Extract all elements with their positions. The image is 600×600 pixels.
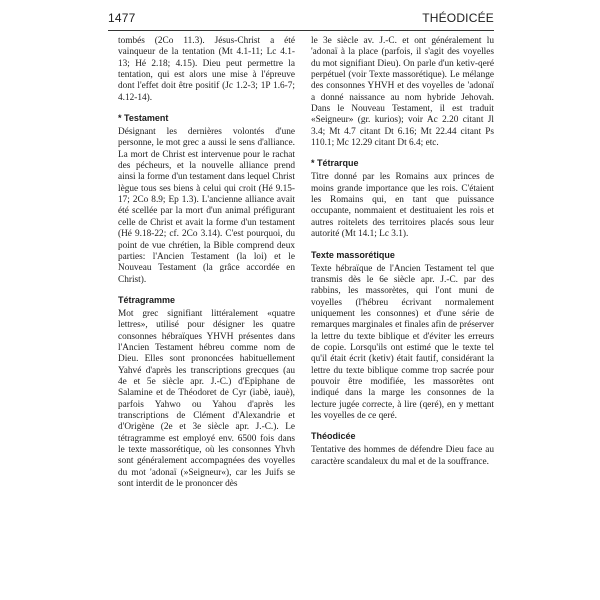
entry-heading-tetragramme: Tétragramme [118, 294, 176, 305]
running-title: THÉODICÉE [422, 11, 494, 25]
entry-heading-tetrarque: * Tétrarque [311, 158, 359, 169]
entry-text-testament: Désignant les dernières volontés d'une personne, le mot grec a aussi le sens d'alliance. La mort de Christ est intervenue pour le rachat des pécheurs, et la nouvelle alliance prend ainsi la forme d'un testament dans lequel Christ lègue tous ses biens à celui qui croit (Hé 9.15-17; 2Co 8.9; Ep 1.3). L'ancienne alliance avait été scellée par la mort d'un animal préfigurant celle de Christ et avait la forme d'un testament (Hé 9.18-22; cf. 2Co 3.14). C'est pourquoi, du point de vue chrétien, la Bible comprend deux parties: l'Ancien Testament (la loi) et le Nouveau Testament (la grâce accordée en Christ). [118, 127, 295, 285]
continued-entry-text: le 3e siècle av. J.-C. et ont généralement lu 'adonaï à la place (parfois, il s'agit des voyelles du mot signifiant Dieu). On parle d'un ketiv-qeré perpétuel (voir Texte massorétique). Le mélange des consonnes YHVH et des voyelles de 'adonaï a donné naissance au nom hybride Jehovah. Dans le Nouveau Testament, il est traduit «Seigneur» (gr. kurios); voir Ac 2.20 citant Jl 3.4; Mt 4.7 citant Dt 6.16; Mt 22.44 citant Ps 110.1; Mc 12.29 citant Dt 6.4; etc. [311, 36, 494, 149]
entry-text-texte-massoretique: Texte hébraïque de l'Ancien Testament tel que transmis dès le 6e siècle apr. J.-C. par des rabbins, les massorètes, qui l'ont muni de voyelles (l'hébreu écrivant normalement uniquement les consonnes) et d'une série de remarques marginales et finales afin de préserver la lettre du texte biblique et d'éviter les erreurs de copie. Lorsqu'ils ont estimé que le texte tel qu'il était écrit (ketiv) était fautif, considérant la lettre du texte biblique comme trop sacrée pour pouvoir être modifiée, les massorètes ont indiqué dans la marge les consonnes de la lecture jugée correcte, à lire (qeré), en y mettant les voyelles de ce qeré. [311, 263, 494, 421]
right-column [311, 36, 494, 468]
entry-text-theodicee: Tentative des hommes de défendre Dieu face au caractère scandaleux du mal et de la souffrance. [311, 445, 494, 467]
left-column [118, 36, 295, 490]
entry-text-tetrarque: Titre donné par les Romains aux princes de moins grande importance que les rois. C'étaient les Romains qui, en tant que puissance occupante, nommaient et destituaient les rois et autres roitelets des territoires placés sous leur autorité (Mt 14.1; Lc 3.1). [311, 172, 494, 240]
running-head [108, 11, 494, 31]
page-number: 1477 [108, 11, 136, 25]
entry-heading-texte-massoretique: Texte massorétique [311, 249, 395, 260]
continued-entry-text: tombés (2Co 11.3). Jésus-Christ a été vainqueur de la tentation (Mt 4.1-11; Lc 4.1-13; Hé 2.18; 4.15). Dieu peut permettre la tentation, qui est alors une mise à l'épreuve dont l'effet doit être positif (Jc 1.2-3; 1P 1.6-7; 4.12-14). [118, 36, 295, 103]
header-rule [108, 30, 494, 31]
entry-heading-testament: * Testament [118, 113, 169, 124]
entry-heading-theodicee: Théodicée [311, 431, 356, 442]
entry-text-tetragramme: Mot grec signifiant littéralement «quatre lettres», utilisé pour désigner les quatre consonnes hébraïques YHVH présentes dans l'Ancien Testament hébreu comme nom de Dieu. Elles sont prononcées habituellement Yahvé d'après les transcriptions grecques (au 4e et 5e siècle apr. J.-C.) d'Epiphane de Salamine et de Théodoret de Cyr (iabè, iauè), parfois Yahwo ou Yahou d'après les transcriptions de Clément d'Alexandrie et d'Origène (2e et 3e siècle apr. J.-C.). Le tétragramme est employé env. 6500 fois dans le texte massorétique, où les consonnes Yhvh sont généralement accompagnées des voyelles du mot 'adonaï (»Seigneur«), car les Juifs se sont interdit de le prononcer dès [118, 308, 295, 490]
